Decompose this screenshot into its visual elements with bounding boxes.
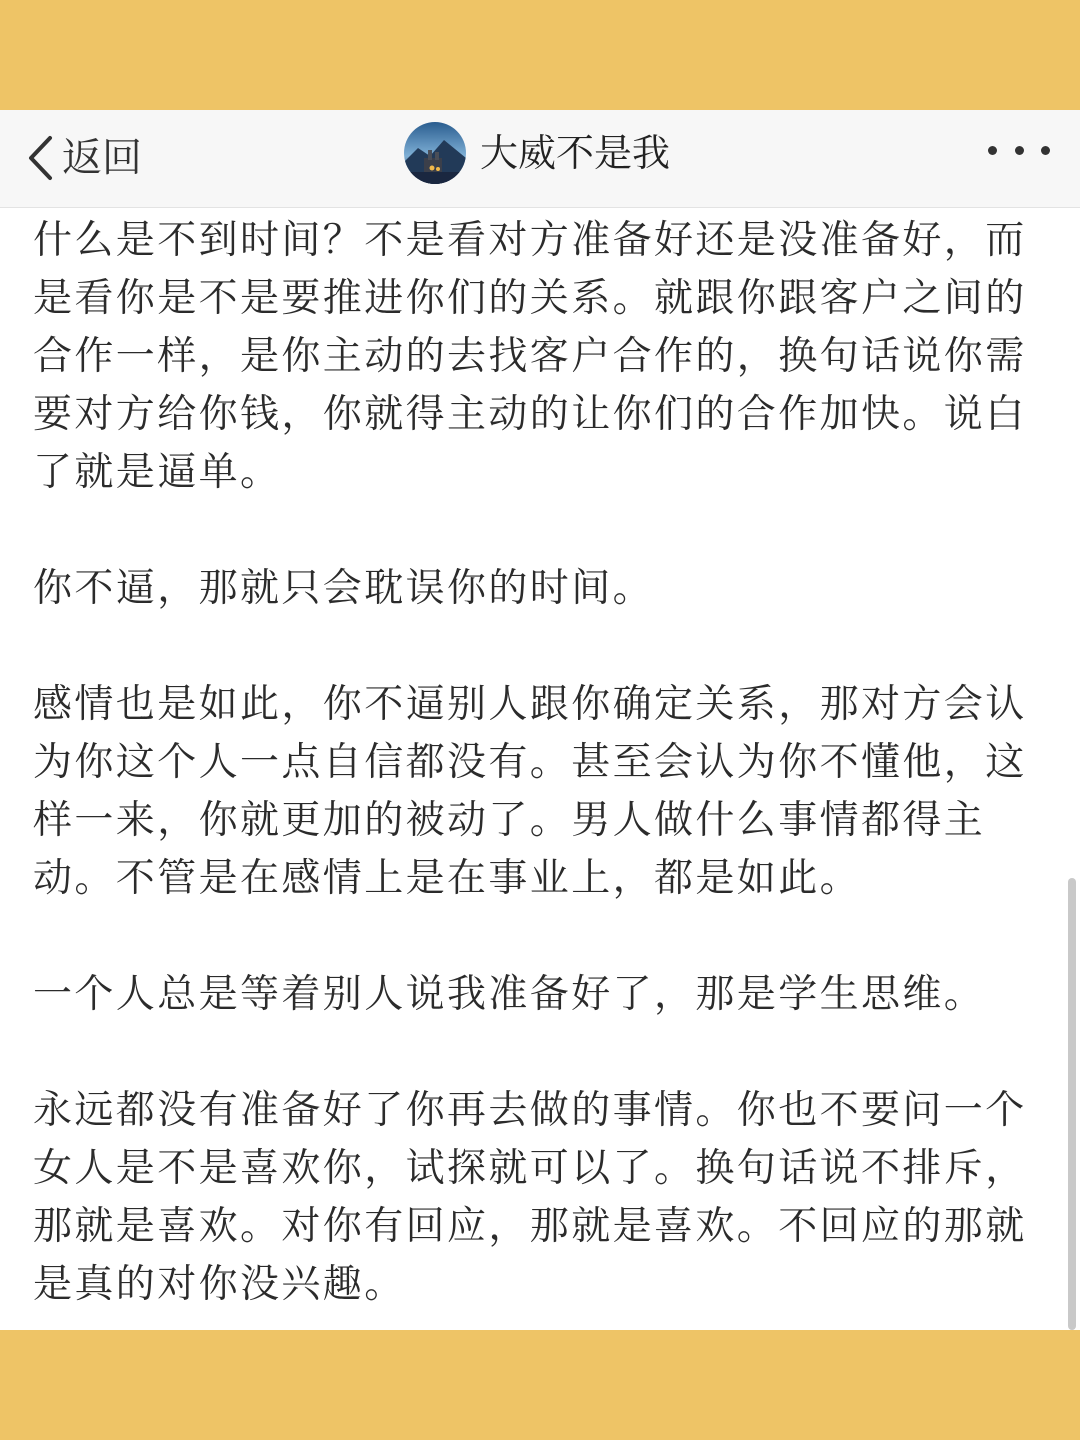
author-name[interactable]: 大威不是我	[480, 131, 671, 175]
paragraph: 你不逼，那就只会耽误你的时间。	[33, 566, 655, 611]
navigation-bar	[0, 110, 1080, 208]
scrollbar[interactable]	[1068, 878, 1076, 1330]
paragraph: 感情也是如此，你不逼别人跟你确定关系，那对方会认为你这个人一点自信都没有。甚至会认为你不懂他，这样一来，你就更加的被动了。男人做什么事情都得主动。不管是在感情上是在事业上，都是如此。	[33, 682, 1027, 901]
back-label: 返回	[62, 135, 142, 181]
bottom-color-band	[0, 1330, 1080, 1440]
top-color-band	[0, 0, 1080, 110]
post-body	[33, 212, 1033, 1372]
author-profile[interactable]	[404, 122, 670, 184]
more-dots-icon	[988, 146, 997, 155]
more-options-button[interactable]	[988, 140, 1050, 160]
more-dots-icon	[1015, 146, 1024, 155]
paragraph: 一个人总是等着别人说我准备好了，那是学生思维。	[33, 972, 986, 1017]
paragraph: 什么是不到时间？不是看对方准备好还是没准备好，而是看你是不是要推进你们的关系。就跟你跟客户之间的合作一样，是你主动的去找客户合作的，换句话说你需要对方给你钱，你就得主动的让你们的合作加快。说白了就是逼单。	[33, 218, 1027, 495]
chevron-left-icon	[24, 134, 58, 182]
back-button[interactable]	[24, 128, 142, 188]
avatar[interactable]	[404, 122, 466, 184]
paragraph: 永远都没有准备好了你再去做的事情。你也不要问一个女人是不是喜欢你，试探就可以了。换句话说不排斥，那就是喜欢。对你有回应，那就是喜欢。不回应的那就是真的对你没兴趣。	[33, 1088, 1027, 1307]
more-dots-icon	[1041, 146, 1050, 155]
